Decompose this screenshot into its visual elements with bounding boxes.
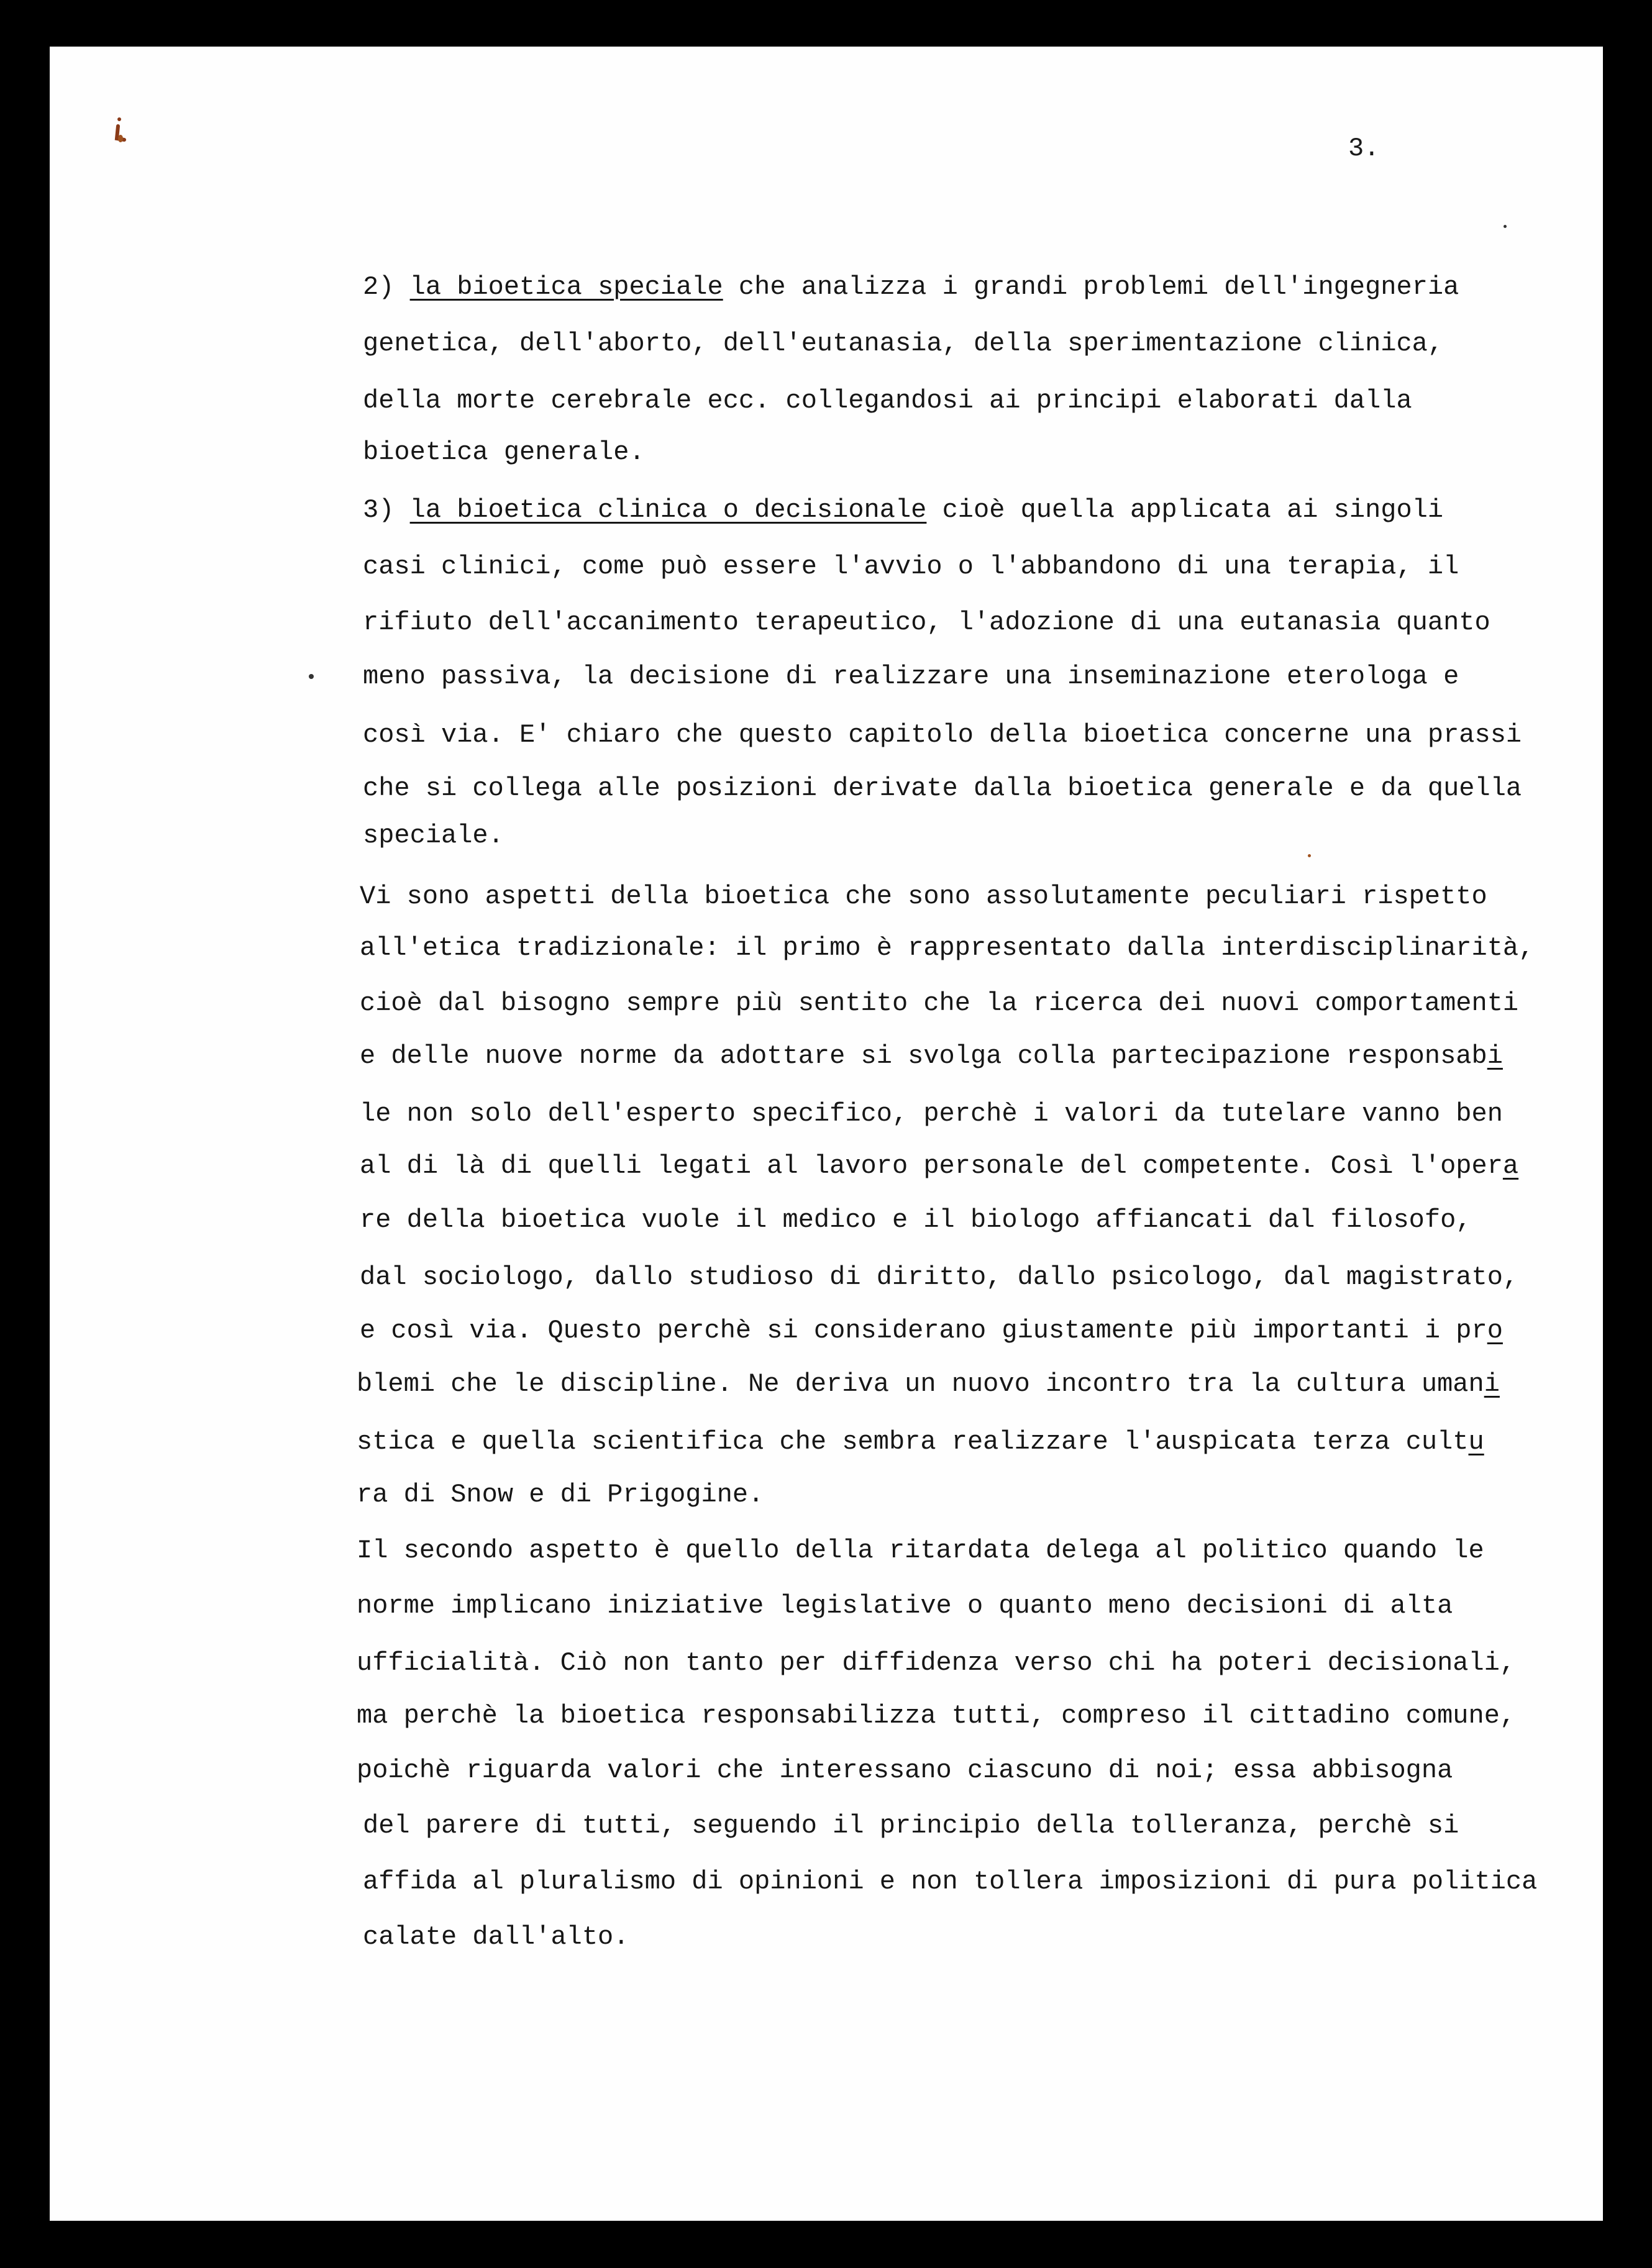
margin-mark: [309, 674, 314, 679]
text-line: poichè riguarda valori che interessano ciascuno di noi; essa abbisogna: [357, 1756, 1453, 1785]
text-line: del parere di tutti, seguendo il principio della tolleranza, perchè si: [363, 1811, 1459, 1841]
text-line: norme implicano iniziative legislative o quanto meno decisioni di alta: [357, 1591, 1453, 1621]
underlined-heading: la bioetica clinica o decisionale: [409, 495, 927, 525]
page-number: 3.: [1348, 134, 1380, 163]
text-line: che si collega alle posizioni derivate dalla bioetica generale e da quella: [363, 773, 1522, 803]
text-line: così via. E' chiaro che questo capitolo della bioetica concerne una prassi: [363, 720, 1522, 750]
paper-speck: [1504, 225, 1507, 228]
text-line: dal sociologo, dallo studioso di diritto, dallo psicologo, dal magistrato,: [360, 1262, 1519, 1292]
text-line: speciale.: [363, 821, 504, 850]
text-line: calate dall'alto.: [363, 1922, 629, 1952]
text-line: meno passiva, la decisione di realizzare una inseminazione eterologa e: [363, 662, 1459, 691]
text-line: Vi sono aspetti della bioetica che sono assolutamente peculiari rispetto: [360, 881, 1487, 911]
text-line: bioetica generale.: [363, 437, 645, 467]
text-line: genetica, dell'aborto, dell'eutanasia, della sperimentazione clinica,: [363, 329, 1444, 358]
text-line: 3) la bioetica clinica o decisionale cioè quella applicata ai singoli: [363, 495, 1444, 525]
text-line: Il secondo aspetto è quello della ritardata delega al politico quando le: [357, 1536, 1484, 1565]
text-line: e delle nuove norme da adottare si svolga colla partecipazione responsabi: [360, 1041, 1503, 1071]
text-line: le non solo dell'esperto specifico, perchè i valori da tutelare vanno ben: [360, 1099, 1503, 1129]
text-line: re della bioetica vuole il medico e il biologo affiancati dal filosofo,: [360, 1205, 1472, 1235]
text-line: affida al pluralismo di opinioni e non tollera imposizioni di pura politica: [363, 1867, 1538, 1897]
text-line: e così via. Questo perchè si considerano giustamente più importanti i pro: [360, 1316, 1503, 1346]
text-line: blemi che le discipline. Ne deriva un nuovo incontro tra la cultura umani: [357, 1369, 1500, 1399]
text-line: ra di Snow e di Prigogine.: [357, 1480, 764, 1510]
text-line: cioè dal bisogno sempre più sentito che la ricerca dei nuovi comportamenti: [360, 988, 1519, 1018]
text-line: all'etica tradizionale: il primo è rappresentato dalla interdisciplinarità,: [360, 933, 1535, 963]
text-line: stica e quella scientifica che sembra realizzare l'auspicata terza cultu: [357, 1427, 1484, 1457]
text-line: 2) la bioetica speciale che analizza i grandi problemi dell'ingegneria: [363, 272, 1459, 302]
paper-speck: [1308, 854, 1311, 857]
ink-mark: [67, 81, 142, 155]
text-line: casi clinici, come può essere l'avvio o l'abbandono di una terapia, il: [363, 552, 1459, 581]
text-line: al di là di quelli legati al lavoro personale del competente. Così l'opera: [360, 1151, 1519, 1181]
text-line: rifiuto dell'accanimento terapeutico, l'adozione di una eutanasia quanto: [363, 608, 1490, 637]
text-line: ufficialità. Ciò non tanto per diffidenza verso chi ha poteri decisionali,: [357, 1648, 1516, 1678]
underlined-heading: la bioetica speciale: [409, 272, 723, 302]
text-line: della morte cerebrale ecc. collegandosi ai principi elaborati dalla: [363, 386, 1412, 416]
text-line: ma perchè la bioetica responsabilizza tutti, compreso il cittadino comune,: [357, 1701, 1516, 1731]
